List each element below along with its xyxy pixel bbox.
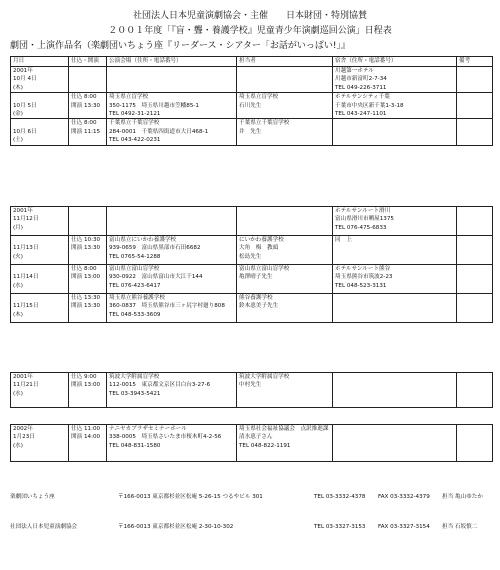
contact-cell <box>237 119 333 145</box>
cell-line: 同 上 <box>335 237 352 243</box>
cell-line: 石川先生 <box>239 102 262 109</box>
cell-line: 開演 13:00 <box>71 274 101 281</box>
cell-line: 仕込 9:00 <box>71 374 97 380</box>
contact-cell <box>237 425 333 462</box>
cell-line <box>13 265 66 273</box>
cell-line: 2001年 <box>13 208 33 214</box>
lodging-cell <box>333 93 457 119</box>
date-cell <box>11 119 69 145</box>
cell-line: 開演 13:00 <box>71 382 101 389</box>
date-cell <box>11 294 69 323</box>
footer-association <box>10 522 492 530</box>
table-row <box>11 67 493 93</box>
table-row <box>11 265 493 294</box>
times-cell <box>69 67 107 93</box>
date-cell <box>11 265 69 294</box>
cell-line: 埼玉県熊谷市筑波2-23 <box>335 274 393 281</box>
cell-line: ホテルサンルート熊谷 <box>335 266 391 272</box>
cell-line: 350-1175 埼玉県川越市笠幡85-1 <box>109 102 199 109</box>
schedule-table <box>10 424 493 462</box>
remarks-cell <box>457 93 493 119</box>
cell-line: (月) <box>13 224 23 231</box>
contact-cell <box>237 236 333 265</box>
cell-line: TEL 043-422-0231 <box>109 137 161 144</box>
cell-line: 富山県立にいかわ養護学校 <box>109 237 177 243</box>
venue-cell <box>107 236 237 265</box>
cell-line: 千葉県立千葉盲学校 <box>109 120 160 127</box>
venue-cell <box>107 373 237 408</box>
date-cell <box>11 93 69 119</box>
cell-line: 11月14日 <box>13 274 39 281</box>
cell-line: ホテルサンルート滑川 <box>335 208 391 214</box>
remarks-cell <box>457 119 493 145</box>
cell-line: 埼玉県立盲学校 <box>239 94 279 101</box>
footer-tel: TEL 03-3327-3153 <box>314 524 366 530</box>
times-cell <box>69 425 107 462</box>
times-cell <box>69 265 107 294</box>
times-cell <box>69 119 107 145</box>
cell-line: 112-0015 東京都文京区目白台3-27-6 <box>109 382 211 389</box>
contact-cell <box>237 373 333 408</box>
cell-line: (水) <box>13 282 23 289</box>
cell-line: 11月12日 <box>13 216 39 223</box>
cell-line: 鈴木恵美子先生 <box>239 303 279 310</box>
column-header: 公演会場（住所・電話番号） <box>107 57 237 67</box>
times-cell <box>69 207 107 236</box>
cell-line: 埼玉県立熊谷養護学校 <box>109 295 165 301</box>
cell-line: 埼玉県立盲学校 <box>109 94 149 101</box>
cell-line: 10月 6日 <box>13 128 37 135</box>
venue-cell <box>107 67 237 93</box>
contact-cell <box>237 294 333 323</box>
remarks-cell <box>457 294 493 323</box>
remarks-cell <box>457 236 493 265</box>
times-cell <box>69 236 107 265</box>
date-cell <box>11 67 69 93</box>
remarks-cell <box>457 373 493 408</box>
venue-cell <box>107 425 237 462</box>
contact-cell <box>237 93 333 119</box>
footer-org: 楽劇団いちょう座 <box>10 494 55 500</box>
lodging-cell <box>333 207 457 236</box>
table-row <box>11 425 493 462</box>
cell-line: 開演 14:00 <box>71 434 101 441</box>
cell-line: 仕込 8:00 <box>71 94 97 101</box>
date-cell <box>11 236 69 265</box>
column-header: 備考 <box>457 57 493 67</box>
times-cell <box>69 294 107 323</box>
cell-line: TEL 048-822-1191 <box>239 442 291 449</box>
footer-tel: TEL 03-3332-4378 <box>314 494 366 500</box>
cell-line: 中村先生 <box>239 382 262 389</box>
cell-line: 939-0659 富山県黒部市石田6682 <box>109 245 201 252</box>
column-header: 仕込・開演 <box>69 57 107 67</box>
cell-line: 360-0837 埼玉県熊谷市三ヶ尻字村廻り808 <box>109 303 225 310</box>
cell-line: 松島先生 <box>239 253 262 260</box>
lodging-cell <box>333 294 457 323</box>
schedule-table <box>10 206 493 323</box>
remarks-cell <box>457 67 493 93</box>
cell-line: 仕込 11:00 <box>71 426 101 432</box>
footer-org: 社団法人日本児童演劇協会 <box>10 524 78 530</box>
cell-line: 富山県立富山盲学校 <box>239 266 290 272</box>
cell-line: 2001年 <box>13 374 33 380</box>
cell-line: 千葉県立千葉盲学校 <box>239 120 290 127</box>
cell-line: 川越市新富町2-7-34 <box>335 76 387 83</box>
remarks-cell <box>457 207 493 236</box>
cell-line: 埼玉県社会福祉協議会 点訳推進課 <box>239 426 329 432</box>
cell-line: 11月13日 <box>13 245 39 252</box>
cell-line: TEL 048-523-3131 <box>335 282 387 289</box>
cell-line: TEL 049-226-3711 <box>335 84 387 91</box>
cell-line: 開演 13:30 <box>71 102 101 109</box>
venue-cell <box>107 294 237 323</box>
cell-line: 10月 5日 <box>13 102 37 109</box>
lodging-cell <box>333 236 457 265</box>
venue-cell <box>107 93 237 119</box>
cell-line: 亀澤晴子先生 <box>239 274 273 281</box>
cell-line: ナニヤカブラザセミナーホール <box>109 426 187 432</box>
lodging-cell <box>333 425 457 462</box>
header-title: ２００１年度「『盲・聾・養護学校』児童青少年演劇巡回公演」日程表 <box>108 26 392 36</box>
cell-line: (水) <box>13 442 23 449</box>
cell-line: (木) <box>13 311 23 318</box>
column-header: 宿舎（住所・電話番号） <box>333 57 457 67</box>
cell-line: 筑波大学附属盲学校 <box>109 374 160 380</box>
times-cell <box>69 93 107 119</box>
cell-line: (土) <box>13 137 23 144</box>
cell-line: 仕込 10:30 <box>71 237 101 243</box>
lodging-cell <box>333 265 457 294</box>
cell-line <box>13 119 66 127</box>
date-cell <box>11 207 69 236</box>
remarks-cell <box>457 265 493 294</box>
cell-line: 熊谷養護学校 <box>239 295 273 301</box>
cell-line: 10月 4日 <box>13 76 37 83</box>
venue-cell <box>107 265 237 294</box>
cell-line: 清水恵子さん <box>239 434 273 441</box>
table-row <box>11 119 493 145</box>
header-row <box>11 57 493 67</box>
footer-address: 〒166-0013 東京都杉並区松庵 2-30-10-302 <box>118 524 234 530</box>
table-row <box>11 93 493 119</box>
cell-line: TEL 0765-54-1288 <box>109 253 161 260</box>
schedule-table <box>10 56 493 146</box>
cell-line: 開演 11:15 <box>71 128 101 135</box>
cell-line: 11月21日 <box>13 382 39 389</box>
cell-line: TEL 03-3943-5421 <box>109 390 161 397</box>
cell-line: 2002年 <box>13 426 33 432</box>
cell-line: TEL 043-247-1101 <box>335 110 387 117</box>
lodging-cell <box>333 373 457 408</box>
footer-fax: FAX 03-3327-3154 <box>378 524 430 530</box>
cell-line: 11月15日 <box>13 303 39 310</box>
cell-line: 井 先生 <box>239 128 262 135</box>
footer-address: 〒166-0013 東京都杉並区松庵 5-26-15 つるやビル 301 <box>118 494 263 500</box>
cell-line: 富山県滑川市晒屋1375 <box>335 216 394 223</box>
cell-line: TEL 048-831-1580 <box>109 442 161 449</box>
cell-line: にいかわ養護学校 <box>239 237 284 243</box>
date-cell <box>11 425 69 462</box>
cell-line: 930-0922 富山県富山市大江干144 <box>109 274 203 281</box>
cell-line: TEL 076-475-6833 <box>335 224 387 231</box>
lodging-cell <box>333 67 457 93</box>
cell-line: TEL 048-533-3609 <box>109 311 161 318</box>
cell-line: ホテルサンシティ千葉 <box>335 94 390 101</box>
cell-line: 338-0005 埼玉県さいたま市桜木町4-2-56 <box>109 434 222 441</box>
header-organizer: 社団法人日本児童演劇協会・主催 日本財団・特別協賛 <box>132 11 367 21</box>
cell-line: (火) <box>13 253 23 260</box>
cell-line: (金) <box>13 110 23 117</box>
lodging-cell <box>333 119 457 145</box>
cell-line <box>13 236 66 244</box>
contact-cell <box>237 265 333 294</box>
cell-line: 2001年 <box>13 68 33 74</box>
cell-line: 開演 13:30 <box>71 303 101 310</box>
cell-line: 川越第一ホテル <box>335 68 374 74</box>
cell-line: (水) <box>13 390 23 397</box>
cell-line: 仕込 13:30 <box>71 295 101 301</box>
cell-line: 筑波大学附属盲学校 <box>239 374 290 380</box>
venue-cell <box>107 207 237 236</box>
cell-line: TEL 0492-31-2121 <box>109 110 161 117</box>
footer-fax: FAX 03-3332-4379 <box>378 494 430 500</box>
footer-person: 担当 石坂慎二 <box>442 524 478 530</box>
footer-troupe <box>10 492 492 500</box>
cell-line: 1月23日 <box>13 434 35 441</box>
contact-cell <box>237 67 333 93</box>
column-header: 担当者 <box>237 57 333 67</box>
remarks-cell <box>457 425 493 462</box>
times-cell <box>69 373 107 408</box>
table-row <box>11 207 493 236</box>
header-troupe: 劇団・上演作品名（楽劇団いちょう座『リーダース・シアター「お話がいっぱい!」』 <box>10 41 351 51</box>
cell-line: 千葉市中央区新千葉1-3-18 <box>335 102 404 109</box>
table-row <box>11 373 493 408</box>
venue-cell <box>107 119 237 145</box>
cell-line: 284-0001 千葉県四街道市大日468-1 <box>109 128 209 135</box>
column-header: 月日 <box>11 57 69 67</box>
schedule-table <box>10 372 493 408</box>
cell-line: 大角 梅 教頭 <box>239 245 279 252</box>
contact-cell <box>237 207 333 236</box>
table-row <box>11 236 493 265</box>
cell-line: (木) <box>13 84 23 91</box>
cell-line <box>13 294 66 302</box>
cell-line: TEL 076-423-6417 <box>109 282 161 289</box>
table-row <box>11 294 493 323</box>
footer-person: 担当 亀山ゆたか <box>442 494 483 500</box>
cell-line <box>13 93 66 101</box>
cell-line: 開演 13:30 <box>71 245 101 252</box>
date-cell <box>11 373 69 408</box>
cell-line: 富山県立富山盲学校 <box>109 266 160 272</box>
cell-line: 仕込 8:00 <box>71 266 97 272</box>
cell-line: 仕込 8:00 <box>71 120 97 127</box>
